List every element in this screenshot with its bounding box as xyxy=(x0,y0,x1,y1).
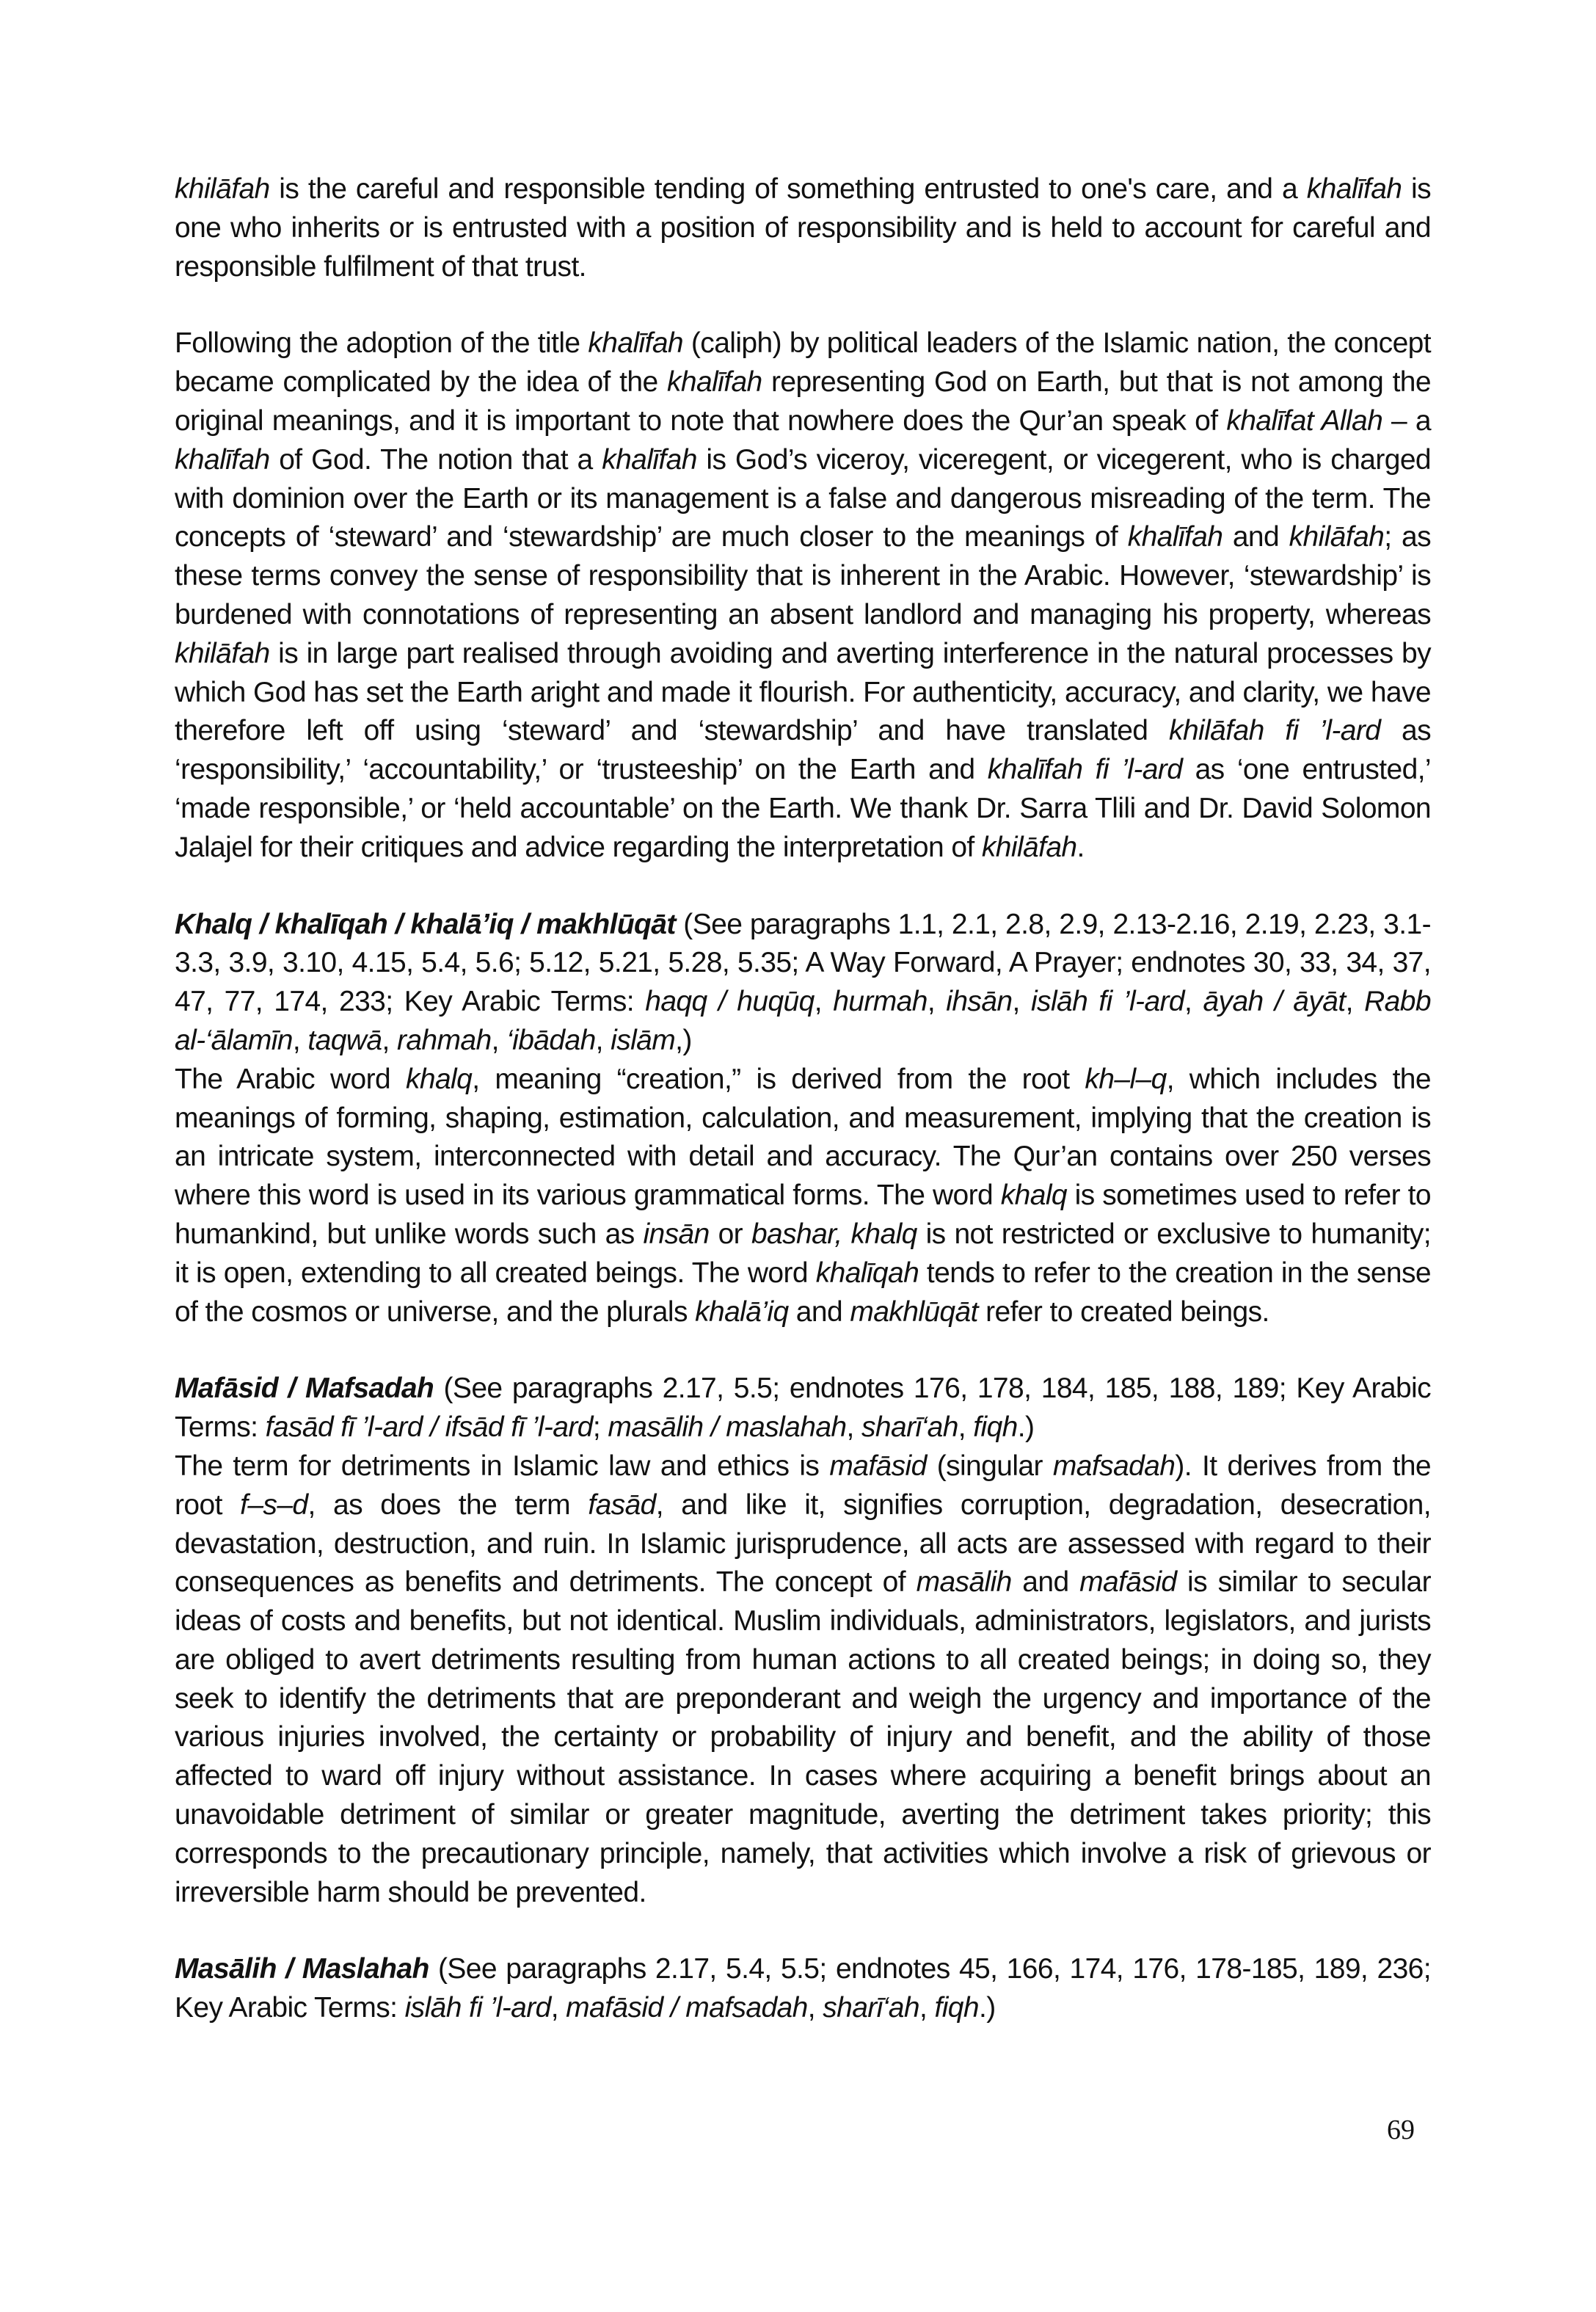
italic-term: āyah / āyāt xyxy=(1203,986,1346,1018)
italic-term: f–s–d xyxy=(240,1488,308,1521)
text-run: Following the adoption of the title xyxy=(175,327,589,360)
paragraph-gap xyxy=(175,868,1431,906)
glossary-term-heading: Khalq / khalīqah / khalā’iq / makhlūqāt xyxy=(175,908,676,940)
italic-term: fiqh xyxy=(934,1992,979,2024)
text-run: representing God on Earth, but that is not among the original meanings, and it is important to note that nowhere does the Qur’an speak of xyxy=(175,366,1431,437)
italic-term: hurmah xyxy=(833,986,928,1018)
italic-term: ‘ibādah xyxy=(506,1024,596,1056)
text-run: of God. The notion that a xyxy=(269,443,602,476)
text-run: is similar to secular ideas of costs and benefits, but not identical. Muslim individuals, administrators, legislators, and jurists are obliged to avert detriments resulting from human actions to all created beings; in doing so, they seek to identify the detriments that are preponderant and weigh the urgency and importance of the various injuries involved, the certainty or probability of injury and benefit, and the ability of those affected to ward off injury without assistance. In cases where acquiring a benefit brings about an unavoidable detriment of similar or greater magnitude, averting the detriment takes priority; this corresponds to the precautionary principle, namely, that activities which involve a risk of grievous or irreversible harm should be prevented. xyxy=(175,1566,1431,1908)
italic-term: mafsadah xyxy=(1052,1450,1176,1482)
italic-term: khalīfah xyxy=(1306,173,1402,205)
text-run: . xyxy=(1076,831,1085,863)
text-run: , xyxy=(1012,986,1031,1018)
paragraph-gap xyxy=(175,1331,1431,1370)
text-run: , xyxy=(292,1024,308,1056)
text-run: , xyxy=(958,1411,974,1444)
document-page xyxy=(175,170,1431,2028)
khilafah-cont-paragraph xyxy=(175,170,1431,286)
glossary-term-heading: Mafāsid / Mafsadah xyxy=(175,1373,434,1405)
italic-term: fasād fī ’l-ard / ifsād fī ’l-ard xyxy=(265,1411,593,1444)
italic-term: khalīfah xyxy=(1127,521,1223,553)
italic-term: masālih xyxy=(916,1566,1012,1599)
text-run: , xyxy=(814,986,834,1018)
italic-term: kh–l–q xyxy=(1085,1063,1167,1095)
italic-term: mafāsid xyxy=(829,1450,927,1482)
text-run: , as does the term xyxy=(307,1488,589,1521)
italic-term: fiqh xyxy=(973,1411,1018,1444)
text-run: ; as these terms convey the sense of responsibility that is inherent in the Arabic. However, ‘stewardship’ is burdened with connotations of representing an absent landlord and managing his property, whereas xyxy=(175,521,1431,630)
glossary-term-heading: Masālih / Maslahah xyxy=(175,1953,429,1985)
document-body xyxy=(175,170,1431,2028)
text-run: (caliph) by political leaders of the Islamic nation, the concept became complicated by the idea of the xyxy=(175,327,1431,399)
italic-term: khilāfah xyxy=(1289,521,1385,553)
khilafah-cont-paragraph xyxy=(175,324,1431,867)
khalq-paragraph xyxy=(175,906,1431,1332)
text-run: , xyxy=(1345,986,1365,1018)
mafasid-paragraph xyxy=(175,1370,1431,1912)
italic-term: khalā’iq xyxy=(695,1295,789,1328)
italic-term: insān xyxy=(643,1218,710,1250)
text-run: , meaning “creation,” is derived from the root xyxy=(472,1063,1085,1095)
text-run: as ‘responsibility,’ ‘accountability,’ or ‘trusteeship’ on the Earth and xyxy=(175,715,1431,786)
text-run: , xyxy=(491,1024,507,1056)
italic-term: sharī‘ah xyxy=(861,1411,958,1444)
text-run: , xyxy=(382,1024,397,1056)
italic-term: sharī‘ah xyxy=(823,1992,919,2024)
text-run: (See paragraphs 1.1, 2.1, 2.8, 2.9, 2.13-2.16, 2.19, 2.23, 3.1-3.3, 3.9, 3.10, 4.15, 5.4, 5.6; 5.12, 5.21, 5.28, 5.35; A Way Forward, A Prayer; endnotes 30, 33, 34, 37, 47, 77, 174, 233; Key Arabic Terms: xyxy=(175,908,1431,1018)
italic-term: rahmah xyxy=(396,1024,492,1056)
text-run: – a xyxy=(1382,404,1432,437)
text-run: and xyxy=(1222,521,1289,553)
italic-term: khalīfah xyxy=(175,443,270,476)
italic-term: islām xyxy=(611,1024,676,1056)
text-run: , which includes the meanings of forming, shaping, estimation, calculation, and measurement, implying that the creation is an intricate system, interconnected with detail and accuracy. The Qur’an contains over 250 verses where this word is used in its various grammatical forms. The word xyxy=(175,1063,1431,1212)
italic-term: ihsān xyxy=(946,986,1013,1018)
text-run: , and like it, signifies corruption, degradation, desecration, devastation, destruction, and ruin. In Islamic jurisprudence, all acts are assessed with regard to their consequences as benefits and detriments. The concept of xyxy=(175,1488,1431,1599)
text-run: is one who inherits or is entrusted with a position of responsibility and is held to account for careful and responsible fulfilment of that trust. xyxy=(175,173,1431,283)
text-run: (See paragraphs 2.17, 5.4, 5.5; endnotes 45, 166, 174, 176, 178-185, 189, 236; Key Arabic Terms: xyxy=(175,1953,1431,2024)
italic-term: masālih / maslahah xyxy=(608,1411,847,1444)
text-run: , xyxy=(927,986,947,1018)
italic-term: khilāfah xyxy=(981,831,1077,863)
text-run: refer to created beings. xyxy=(977,1295,1269,1328)
italic-term: haqq / huqūq xyxy=(645,986,815,1018)
text-run: (singular xyxy=(926,1450,1053,1482)
text-run: , xyxy=(846,1411,862,1444)
italic-term: khalīfah xyxy=(588,327,684,360)
text-run: ,) xyxy=(675,1024,692,1056)
italic-term: taqwā xyxy=(307,1024,382,1056)
italic-term: makhlūqāt xyxy=(850,1295,978,1328)
paragraph-gap xyxy=(175,286,1431,324)
italic-term: Rabb al-‘ālamīn xyxy=(175,986,1431,1056)
text-run: The term for detriments in Islamic law and ethics is xyxy=(175,1450,830,1482)
italic-term: islāh fi ’l-ard xyxy=(404,1992,551,2024)
text-run: and xyxy=(788,1295,850,1328)
text-run: .) xyxy=(1017,1411,1035,1444)
italic-term: khalīfat Allah xyxy=(1226,404,1383,437)
text-run: .) xyxy=(978,1992,996,2024)
text-run: ; xyxy=(592,1411,608,1444)
italic-term: khalīfah fi ’l-ard xyxy=(987,754,1183,786)
text-run: , xyxy=(919,1992,935,2024)
italic-term: khilāfah xyxy=(175,637,270,669)
page-number: 69 xyxy=(1387,2115,1415,2145)
italic-term: fasād xyxy=(588,1488,656,1521)
text-run: as ‘one entrusted,’ ‘made responsible,’ or ‘held accountable’ on the Earth. We thank Dr. Sarra Tlili and Dr. David Solomon Jalajel for their critiques and advice regarding the interpretation of xyxy=(175,754,1431,863)
italic-term: mafāsid / mafsadah xyxy=(566,1992,808,2024)
italic-term: khalīqah xyxy=(815,1257,919,1289)
text-run: , xyxy=(807,1992,823,2024)
italic-term: islāh fi ’l-ard xyxy=(1030,986,1185,1018)
text-run: is God’s viceroy, viceregent, or vicegerent, who is charged with dominion over the Earth or its management is a false and dangerous misreading of the term. The concepts of ‘steward’ and ‘stewardship’ are much closer to the meanings of xyxy=(175,443,1432,553)
italic-term: bashar, khalq xyxy=(751,1218,917,1250)
text-run: and xyxy=(1011,1566,1080,1599)
italic-term: khilāfah xyxy=(175,173,270,205)
text-run: (See paragraphs 2.17, 5.5; endnotes 176, 178, 184, 185, 188, 189; Key Arabic Terms: xyxy=(175,1373,1432,1444)
italic-term: khilāfah fi ’l-ard xyxy=(1169,715,1381,747)
italic-term: mafāsid xyxy=(1079,1566,1177,1599)
paragraph-gap xyxy=(175,1912,1431,1950)
text-run: is in large part realised through avoiding and averting interference in the natural processes by which God has set the Earth aright and made it flourish. For authenticity, accuracy, and clarity, we have therefore left off using ‘steward’ and ‘stewardship’ and have translated xyxy=(175,637,1431,747)
italic-term: khalq xyxy=(1000,1179,1067,1212)
text-run: is sometimes used to refer to humankind, but unlike words such as xyxy=(175,1179,1431,1250)
italic-term: khalīfah xyxy=(602,443,697,476)
text-run: is the careful and responsible tending of something entrusted to one's care, and a xyxy=(269,173,1307,205)
text-run: is not restricted or exclusive to humanity; it is open, extending to all created beings. The word xyxy=(175,1218,1431,1289)
text-run: or xyxy=(709,1218,751,1250)
text-run: ). It derives from the root xyxy=(175,1450,1431,1521)
text-run: , xyxy=(550,1992,566,2024)
masalih-paragraph xyxy=(175,1950,1431,2028)
text-run: , xyxy=(1184,986,1203,1018)
text-run: , xyxy=(595,1024,611,1056)
italic-term: khalq xyxy=(405,1063,473,1095)
text-run: tends to refer to the creation in the sense of the cosmos or universe, and the plurals xyxy=(175,1257,1431,1328)
italic-term: khalīfah xyxy=(667,366,762,399)
text-run: The Arabic word xyxy=(175,1063,406,1095)
